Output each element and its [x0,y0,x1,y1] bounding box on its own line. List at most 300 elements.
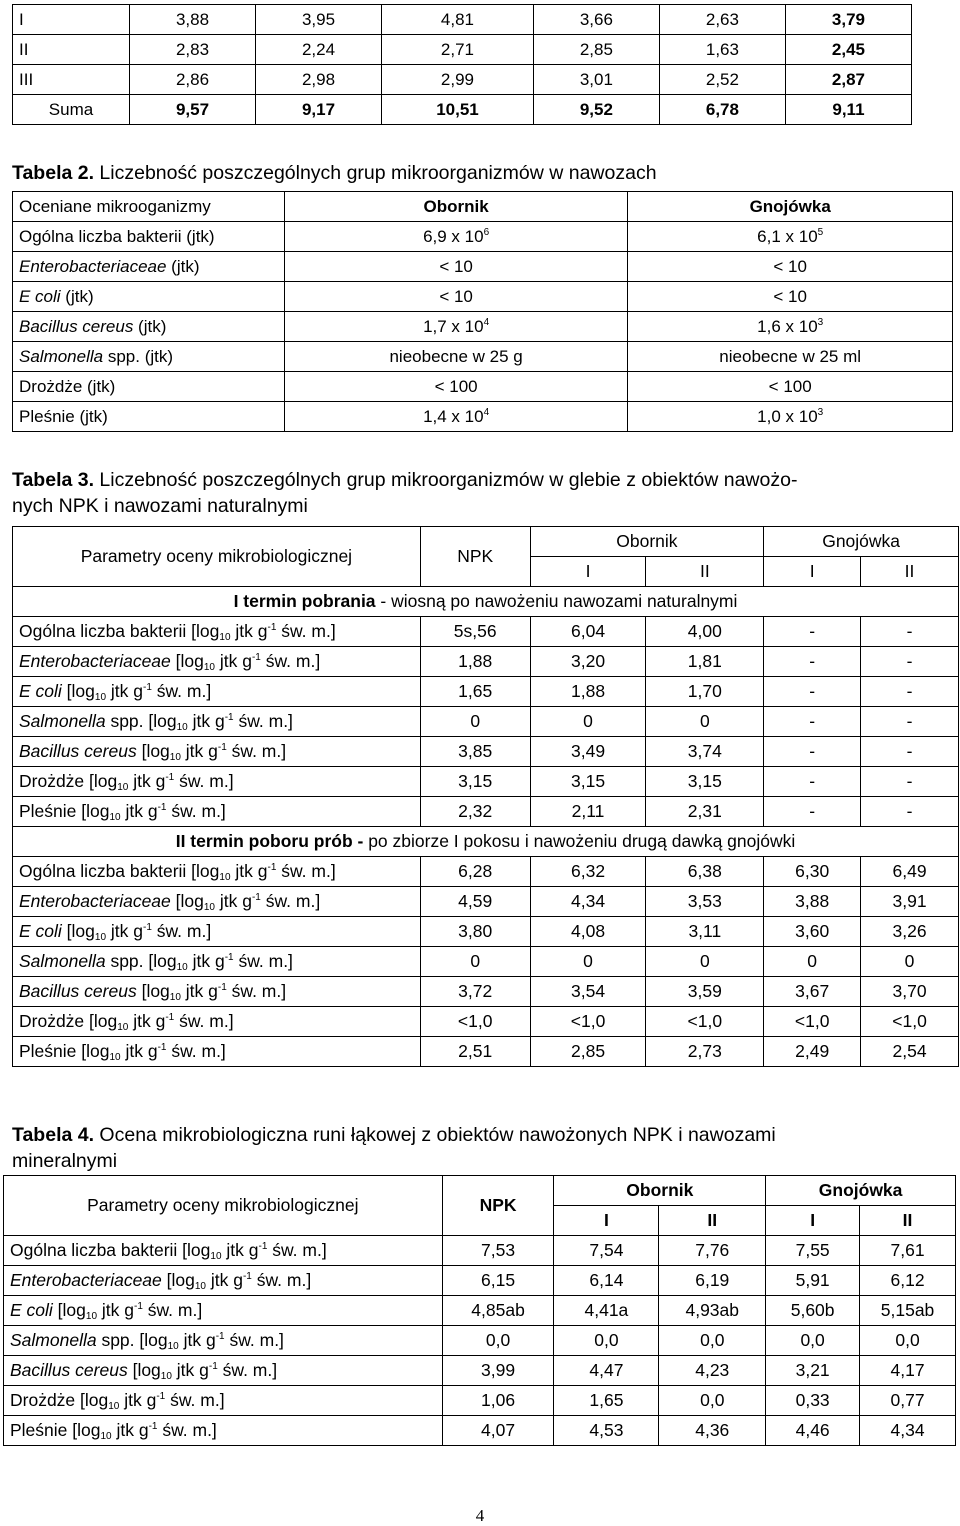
table-1-cell: 6,78 [659,95,785,125]
table-3-param-italic: E coli [19,680,62,701]
table-4-cell: 4,41a [554,1296,659,1326]
table-4-cell: 4,47 [554,1356,659,1386]
table-3-row [13,1037,959,1067]
table-3-cell: 6,04 [530,617,646,647]
table-2-gnojowka-value [628,402,953,432]
table-3-row [13,797,959,827]
table-3-unit-jtk: jtk g [230,860,268,881]
table-3-unit-jtk: jtk g [180,740,218,761]
table-2-value-base: < 10 [773,286,807,306]
table-3-unit-log: [log [148,950,177,971]
table-4-param-italic: Bacillus cereus [10,1359,128,1380]
table-4-cell: 3,21 [766,1356,860,1386]
table-3-unit-jtk: jtk g [128,770,166,791]
table-3-unit-jtk: jtk g [187,710,225,731]
table-2-organism-italic: Salmonella [19,346,104,366]
table-3-unit-sub: 10 [219,631,231,643]
table-1-cell: 2,71 [382,35,534,65]
table-2-caption [12,160,657,186]
table-4-unit-sup: -1 [208,1360,218,1372]
table-4-unit-sub: 10 [160,1370,172,1382]
table-4-header-params: Parametry oceny mikrobiologicznej [4,1176,443,1236]
table-3-param-italic: E coli [19,920,62,941]
table-2-obornik-value [284,252,628,282]
table-2-value-base: 6,9 x 10 [423,226,484,246]
table-4-unit-log: [log [166,1269,195,1290]
table-4-cell: 6,14 [554,1266,659,1296]
table-3-unit-jtk: jtk g [106,680,143,701]
table-2-value-base: < 10 [439,286,473,306]
table-4-caption-label: Tabela 4. [12,1124,95,1146]
table-4-unit-jtk: jtk g [178,1329,216,1350]
table-3-row [13,737,959,767]
table-3-header-npk: NPK [420,527,530,587]
table-3-cell: - [764,707,861,737]
table-2-value-base: 1,4 x 10 [423,406,484,426]
table-4-unit-sub: 10 [85,1310,98,1322]
table-3-unit-sub: 10 [94,931,107,943]
table-4-cell: 0,77 [860,1386,956,1416]
table-2-header-gnojowka: Gnojówka [628,192,953,222]
table-2-organism-text: (jtk) [60,286,94,306]
table-3-unit-sw: św. m.] [174,770,234,791]
table-1-cell: 2,52 [659,65,785,95]
table-2-organism-text: Ogólna liczba bakterii (jtk) [19,226,215,246]
table-4-unit-jtk: jtk g [97,1299,134,1320]
table-4-unit-sw: św. m.] [165,1389,225,1410]
table-4-unit-sub: 10 [167,1340,179,1352]
table-3-cell: 3,60 [764,917,861,947]
table-4-unit-jtk: jtk g [221,1239,259,1260]
table-3-cell: <1,0 [764,1007,861,1037]
table-1-cell: 3,88 [130,5,256,35]
table-4-param-italic: E coli [10,1299,53,1320]
table-1-cell: 9,52 [533,95,659,125]
table-3-unit-jtk: jtk g [106,920,143,941]
table-2-organism [13,282,285,312]
table-4-row [4,1236,956,1266]
table-3-term-1 [13,587,959,617]
table-3-row [13,917,959,947]
table-3-cell: 2,31 [646,797,764,827]
table-4-unit-sw: św. m.] [251,1269,312,1290]
table-2-obornik-value [284,312,628,342]
table-3-cell: 2,51 [420,1037,530,1067]
table-4-cell: 5,60b [766,1296,860,1326]
table-3-unit-log: [log [66,680,95,701]
table-3-param [13,647,421,677]
table-3-header-sub: I [530,557,646,587]
table-3-cell: 1,65 [420,677,530,707]
table-1-cell: 2,85 [533,35,659,65]
table-3-unit-sub: 10 [203,901,215,913]
table-1-cell: 3,95 [256,5,382,35]
table-2-gnojowka-value [628,342,953,372]
table-3-cell: 3,80 [420,917,530,947]
table-4-unit-jtk: jtk g [119,1389,157,1410]
table-3-param [13,1007,421,1037]
table-1-cell: 2,87 [785,65,911,95]
table-4-unit-sup: -1 [156,1390,166,1402]
table-2 [12,191,953,432]
table-3-param-italic: Salmonella [19,710,106,731]
table-2-obornik-value [284,342,628,372]
table-3-unit-sw: św. m.] [276,860,336,881]
table-4-cell: 4,36 [659,1416,766,1446]
table-4-row [4,1266,956,1296]
table-3-unit-sw: św. m.] [260,650,321,671]
table-2-row [13,402,953,432]
table-4-unit-sub: 10 [210,1250,222,1262]
table-3-unit-log: [log [175,650,204,671]
table-2-value-base: 1,7 x 10 [423,316,484,336]
table-4-param [4,1266,443,1296]
table-3-cell: - [861,707,959,737]
table-3-cell: 6,28 [420,857,530,887]
table-3-cell: - [861,767,959,797]
table-3-unit-log: [log [81,1040,110,1061]
table-3-cell: - [861,737,959,767]
table-2-organism-text: Pleśnie (jtk) [19,406,108,426]
table-2-organism-text: (jtk) [133,316,167,336]
table-3-row [13,647,959,677]
table-2-gnojowka-value [628,222,953,252]
table-4-row [4,1296,956,1326]
table-3-caption [12,467,797,519]
table-2-value-base: 1,0 x 10 [757,406,818,426]
table-3-unit-sup: -1 [267,861,277,873]
table-3-term-2 [13,827,959,857]
table-2-organism [13,312,285,342]
table-1-cell: 2,86 [130,65,256,95]
table-1-row-label: Suma [13,95,130,125]
table-3-param-italic: Bacillus cereus [19,980,137,1001]
table-3-param-text: Ogólna liczba bakterii [19,620,192,641]
table-3-cell: - [764,737,861,767]
table-3-cell: 3,15 [530,767,646,797]
table-3-cell: 0 [530,707,646,737]
table-3-unit-sw: św. m.] [276,620,336,641]
table-1-row [13,65,912,95]
table-3-cell: 0 [530,947,646,977]
table-4-unit-log: [log [57,1299,86,1320]
table-3-unit-sup: -1 [267,621,277,633]
table-3-cell: 3,54 [530,977,646,1007]
table-3-row [13,677,959,707]
table-1-cell: 2,63 [659,5,785,35]
table-3-caption-label: Tabela 3. [12,469,95,491]
table-3-cell: 3,49 [530,737,646,767]
table-4-caption-text-1: Ocena mikrobiologiczna runi łąkowej z obiektów nawożonych NPK i nawozami [94,1124,776,1146]
table-3-cell: 2,73 [646,1037,764,1067]
table-4-unit-sw: św. m.] [217,1359,278,1380]
table-4-header-gnojowka: Gnojówka [766,1176,956,1206]
table-3-unit-sw: św. m.] [174,1010,234,1031]
table-2-row [13,222,953,252]
table-3-cell: 3,15 [646,767,764,797]
table-3-cell: <1,0 [646,1007,764,1037]
table-4-cell: 4,34 [860,1416,956,1446]
table-4-unit-log: [log [80,1389,109,1410]
table-4-cell: 1,65 [554,1386,659,1416]
table-3-cell: 6,49 [861,857,959,887]
table-3-cell: 2,85 [530,1037,646,1067]
table-3-param-italic: Salmonella [19,950,106,971]
table-3-unit-sub: 10 [94,691,107,703]
table-3-unit-sw: św. m.] [166,1040,226,1061]
table-4-cell: 4,85ab [442,1296,554,1326]
table-4-unit-sw: św. m.] [224,1329,284,1350]
table-4-unit-log: [log [132,1359,161,1380]
table-3-cell: 3,88 [764,887,861,917]
table-3-param [13,677,421,707]
table-2-caption-text: Liczebność poszczególnych grup mikroorganizmów w nawozach [94,162,657,184]
table-3-header-sub: I [764,557,861,587]
table-2-gnojowka-value [628,312,953,342]
table-3-cell: 0 [764,947,861,977]
table-4-unit-sup: -1 [258,1240,268,1252]
table-3-unit-sub: 10 [219,871,231,883]
table-3-unit-sup: -1 [217,981,227,993]
table-3-term-1-bold: I termin pobrania [233,591,376,611]
table-3-param-text: Drożdże [19,1010,90,1031]
table-4-row [4,1416,956,1446]
table-4-unit-sw: św. m.] [267,1239,327,1260]
table-1 [12,4,912,125]
table-2-value-base: < 10 [773,256,807,276]
table-3-cell: 0 [646,947,764,977]
table-3-param [13,617,421,647]
table-1-cell: 1,63 [659,35,785,65]
table-3-cell: 4,08 [530,917,646,947]
table-3-cell: <1,0 [530,1007,646,1037]
table-4-unit-sup: -1 [215,1330,225,1342]
table-3-cell: 0 [420,947,530,977]
table-3-param [13,1037,421,1067]
table-3-cell: 3,59 [646,977,764,1007]
table-2-gnojowka-value [628,252,953,282]
table-4-cell: 4,46 [766,1416,860,1446]
table-3-unit-log: [log [191,620,220,641]
table-3-unit-log: [log [89,1010,118,1031]
table-4-unit-jtk: jtk g [171,1359,209,1380]
table-3-cell: 3,26 [861,917,959,947]
table-3-caption-text-1: Liczebność poszczególnych grup mikroorganizmów w glebie z obiektów nawożo- [94,469,798,491]
table-3-unit-sup: -1 [251,651,261,663]
table-3-cell: 3,11 [646,917,764,947]
table-2-value-base: < 100 [768,376,812,396]
table-3-row [13,857,959,887]
table-4-param-text: spp. [96,1329,140,1350]
table-3-unit-sup: -1 [251,891,261,903]
table-3-unit-jtk: jtk g [230,620,268,641]
table-3-unit-jtk: jtk g [215,890,252,911]
table-3-param [13,737,421,767]
table-3-unit-sw: św. m.] [226,980,287,1001]
table-4-unit-jtk: jtk g [206,1269,243,1290]
table-2-obornik-value [284,282,628,312]
table-2-value-base: 1,6 x 10 [757,316,818,336]
table-3-unit-log: [log [148,710,177,731]
table-2-value-base: nieobecne w 25 g [389,346,523,366]
table-4-cell: 7,55 [766,1236,860,1266]
table-3-unit-sub: 10 [109,1051,121,1063]
table-3-unit-sub: 10 [203,661,215,673]
table-1-row-label: III [13,65,130,95]
table-2-organism [13,402,285,432]
table-3-cell: 2,54 [861,1037,959,1067]
table-3-param [13,977,421,1007]
table-2-value-exponent: 5 [817,226,824,238]
table-1-row [13,35,912,65]
table-3-header-sub: II [861,557,959,587]
table-3-unit-sup: -1 [165,1011,175,1023]
table-4-param-text: Ogólna liczba bakterii [10,1239,183,1260]
table-3-unit-log: [log [89,770,118,791]
table-3-unit-sub: 10 [176,961,188,973]
table-2-value-exponent: 6 [483,226,490,238]
table-3-cell: 3,20 [530,647,646,677]
table-3-term-1-row [13,587,959,617]
table-4-header-obornik: Obornik [554,1176,766,1206]
table-2-row [13,282,953,312]
table-1-cell: 4,81 [382,5,534,35]
table-2-organism-text: Drożdże (jtk) [19,376,116,396]
table-2-header-row [13,192,953,222]
table-2-row [13,252,953,282]
table-3-cell: 0 [420,707,530,737]
table-4-cell: 0,0 [554,1326,659,1356]
table-3-unit-sub: 10 [117,1021,129,1033]
table-3-unit-sub: 10 [176,721,188,733]
table-2-organism-text: (jtk) [166,256,200,276]
table-2-value-exponent: 3 [817,316,824,328]
table-1-cell: 3,66 [533,5,659,35]
table-3-param-text: spp. [105,950,149,971]
table-3-unit-sw: św. m.] [233,710,293,731]
table-3-row [13,887,959,917]
table-2-organism-italic: Bacillus cereus [19,316,134,336]
table-3-cell: 5s,56 [420,617,530,647]
table-2-row [13,372,953,402]
table-3-unit-sup: -1 [157,801,167,813]
table-3-cell: 3,15 [420,767,530,797]
table-4-cell: 0,0 [860,1326,956,1356]
table-3-param [13,947,421,977]
table-4-row [4,1326,956,1356]
table-4-cell: 7,61 [860,1236,956,1266]
table-3-unit-log: [log [81,800,110,821]
table-3-cell: 3,53 [646,887,764,917]
table-3-caption-text-2: nych NPK i nawozami naturalnymi [12,495,308,517]
table-2-obornik-value [284,372,628,402]
table-3-cell: - [861,617,959,647]
table-1-cell: 3,79 [785,5,911,35]
table-4-param [4,1416,443,1446]
table-2-header-obornik: Obornik [284,192,628,222]
table-4-unit-jtk: jtk g [111,1419,149,1440]
table-2-row [13,342,953,372]
table-3-unit-sup: -1 [165,771,175,783]
table-4-unit-sub: 10 [108,1400,120,1412]
table-4-param-italic: Salmonella [10,1329,97,1350]
table-3-cell: 2,32 [420,797,530,827]
table-3-param [13,887,421,917]
table-3-unit-jtk: jtk g [215,650,252,671]
table-3-cell: 3,91 [861,887,959,917]
table-3-unit-sw: św. m.] [233,950,293,971]
table-1-row [13,5,912,35]
table-2-value-base: 6,1 x 10 [757,226,818,246]
table-3-param-italic: Bacillus cereus [19,740,137,761]
table-4-cell: 4,07 [442,1416,554,1446]
table-4-cell: 5,15ab [860,1296,956,1326]
table-3-cell: <1,0 [420,1007,530,1037]
table-3-unit-sup: -1 [217,741,227,753]
table-3-cell: 3,74 [646,737,764,767]
table-1-cell: 2,98 [256,65,382,95]
table-3-cell: - [764,617,861,647]
table-3-unit-jtk: jtk g [120,800,158,821]
table-2-organism-italic: Enterobacteriaceae [19,256,167,276]
table-3 [12,526,959,1067]
table-3-cell: - [764,647,861,677]
table-3-unit-sw: św. m.] [151,680,212,701]
table-3-cell: 1,88 [420,647,530,677]
table-3-row [13,977,959,1007]
table-3-cell: 4,00 [646,617,764,647]
table-3-header-params: Parametry oceny mikrobiologicznej [13,527,421,587]
table-1-row-label: I [13,5,130,35]
table-3-unit-sup: -1 [142,921,152,933]
table-4-cell: 0,33 [766,1386,860,1416]
table-3-cell: 1,81 [646,647,764,677]
table-3-unit-sup: -1 [224,951,234,963]
table-3-unit-sub: 10 [169,991,181,1003]
table-3-header-row-1 [13,527,959,557]
table-3-cell: 3,70 [861,977,959,1007]
table-3-cell: - [764,767,861,797]
table-3-unit-jtk: jtk g [120,1040,158,1061]
table-4-header-sub: I [554,1206,659,1236]
table-4-unit-log: [log [182,1239,211,1260]
table-3-row [13,947,959,977]
table-2-organism-text: spp. (jtk) [103,346,174,366]
table-3-unit-log: [log [66,920,95,941]
table-3-row [13,707,959,737]
table-3-cell: 6,38 [646,857,764,887]
table-3-term-2-bold: II termin poboru prób - [175,831,369,851]
table-1-cell: 9,17 [256,95,382,125]
table-2-value-base: < 100 [434,376,478,396]
table-3-cell: 4,34 [530,887,646,917]
table-3-param [13,857,421,887]
table-4-cell: 4,17 [860,1356,956,1386]
table-1-row [13,95,912,125]
table-2-organism [13,252,285,282]
table-3-param [13,707,421,737]
table-2-value-base: nieobecne w 25 ml [719,346,862,366]
table-4-cell: 3,99 [442,1356,554,1386]
table-2-row [13,312,953,342]
table-1-cell: 9,11 [785,95,911,125]
table-2-header-col0: Oceniane mikrooganizmy [13,192,285,222]
table-3-cell: 1,88 [530,677,646,707]
table-3-term-1-rest: - wiosną po nawożeniu nawozami naturalnymi [375,591,738,611]
table-3-cell: 6,32 [530,857,646,887]
table-3-header-obornik: Obornik [530,527,764,557]
table-4-row [4,1386,956,1416]
